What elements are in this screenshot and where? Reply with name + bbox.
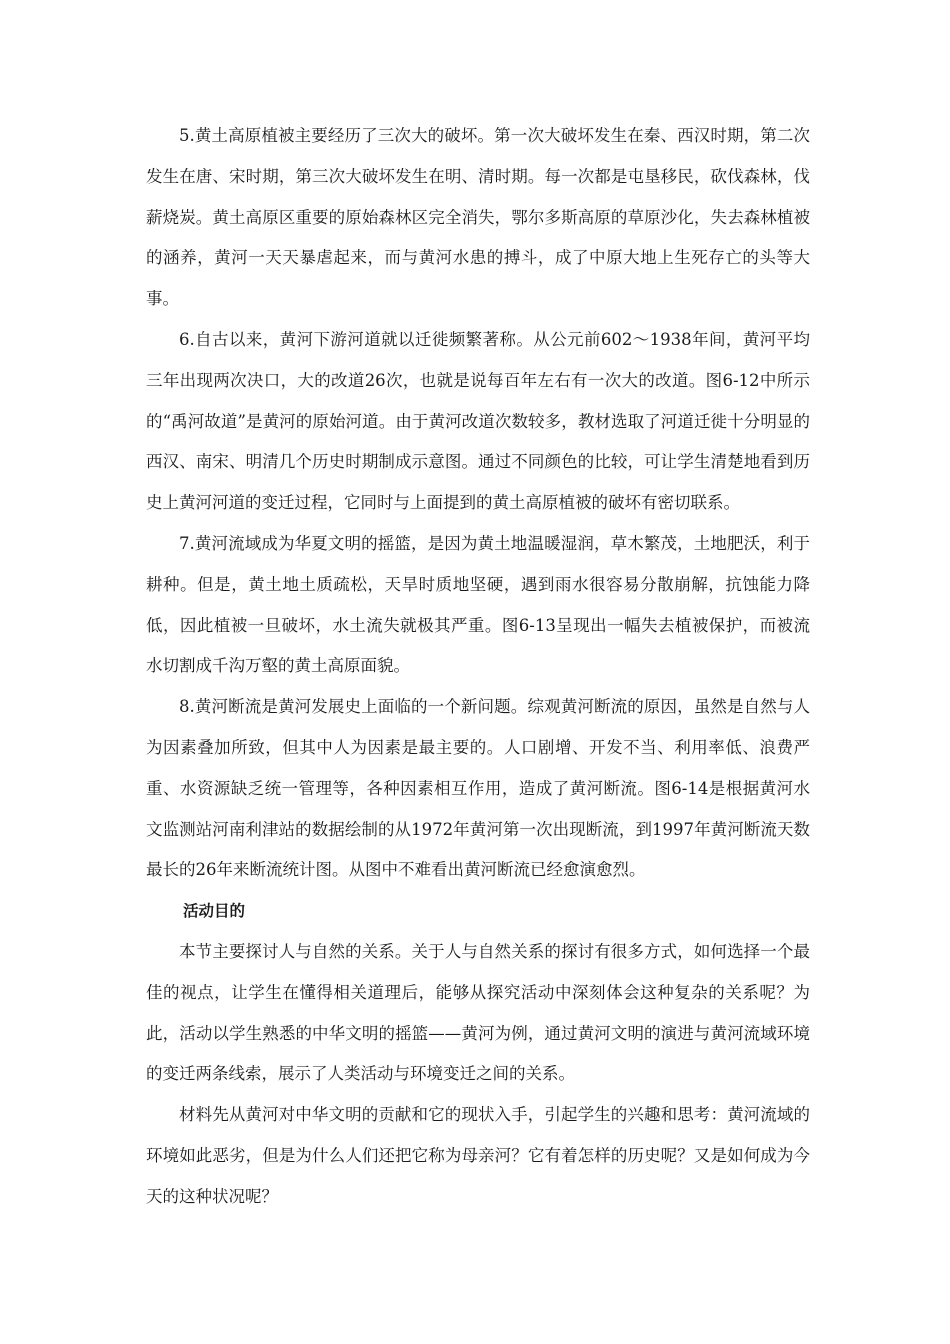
section-heading: 活动目的: [183, 902, 246, 921]
document-page: [146, 116, 810, 1218]
paragraph-6: 6.自古以来，黄河下游河道就以迁徙频繁著称。从公元前602～1938年间，黄河平均三年出现两次决口，大的改道26次，也就是说每百年左右有一次大的改道。图6-12中所示的“禹河故道”是黄河的原始河道。由于黄河改道次数较多，教材选取了河道迁徙十分明显的西汉、南宋、明清几个历史时期制成示意图。通过不同颜色的比较，可让学生清楚地看到历史上黄河河道的变迁过程，它同时与上面提到的黄土高原植被的破坏有密切联系。: [146, 329, 810, 513]
paragraph-7: 7.黄河流域成为华夏文明的摇篮，是因为黄土地温暖湿润，草木繁茂，土地肥沃，利于耕种。但是，黄土地土质疏松，天旱时质地坚硬，遇到雨水很容易分散崩解，抗蚀能力降低，因此植被一旦破坏，水土流失就极其严重。图6-13呈现出一幅失去植被保护，而被流水切割成千沟万壑的黄土高原面貌。: [146, 533, 810, 676]
section-paragraph-1: 本节主要探讨人与自然的关系。关于人与自然关系的探讨有很多方式，如何选择一个最佳的视点，让学生在懂得相关道理后，能够从探究活动中深刻体会这种复杂的关系呢？为此，活动以学生熟悉的中华文明的摇篮——黄河为例，通过黄河文明的演进与黄河流域环境的变迁两条线索，展示了人类活动与环境变迁之间的关系。: [146, 941, 810, 1084]
section-paragraph-2: 材料先从黄河对中华文明的贡献和它的现状入手，引起学生的兴趣和思考：黄河流域的环境如此恶劣，但是为什么人们还把它称为母亲河？它有着怎样的历史呢？又是如何成为今天的这种状况呢？: [146, 1105, 810, 1206]
paragraph-8: 8.黄河断流是黄河发展史上面临的一个新问题。综观黄河断流的原因，虽然是自然与人为因素叠加所致，但其中人为因素是最主要的。人口剧增、开发不当、利用率低、浪费严重、水资源缺乏统一管理等，各种因素相互作用，造成了黄河断流。图6-14是根据黄河水文监测站河南利津站的数据绘制的从1972年黄河第一次出现断流，到1997年黄河断流天数最长的26年来断流统计图。从图中不难看出黄河断流已经愈演愈烈。: [146, 697, 810, 880]
paragraph-5: 5.黄土高原植被主要经历了三次大的破坏。第一次大破坏发生在秦、西汉时期，第二次发生在唐、宋时期，第三次大破坏发生在明、清时期。每一次都是屯垦移民，砍伐森林，伐薪烧炭。黄土高原区重要的原始森林区完全消失，鄂尔多斯高原的草原沙化，失去森林植被的涵养，黄河一天天暴虐起来，而与黄河水患的搏斗，成了中原大地上生死存亡的头等大事。: [146, 126, 810, 309]
